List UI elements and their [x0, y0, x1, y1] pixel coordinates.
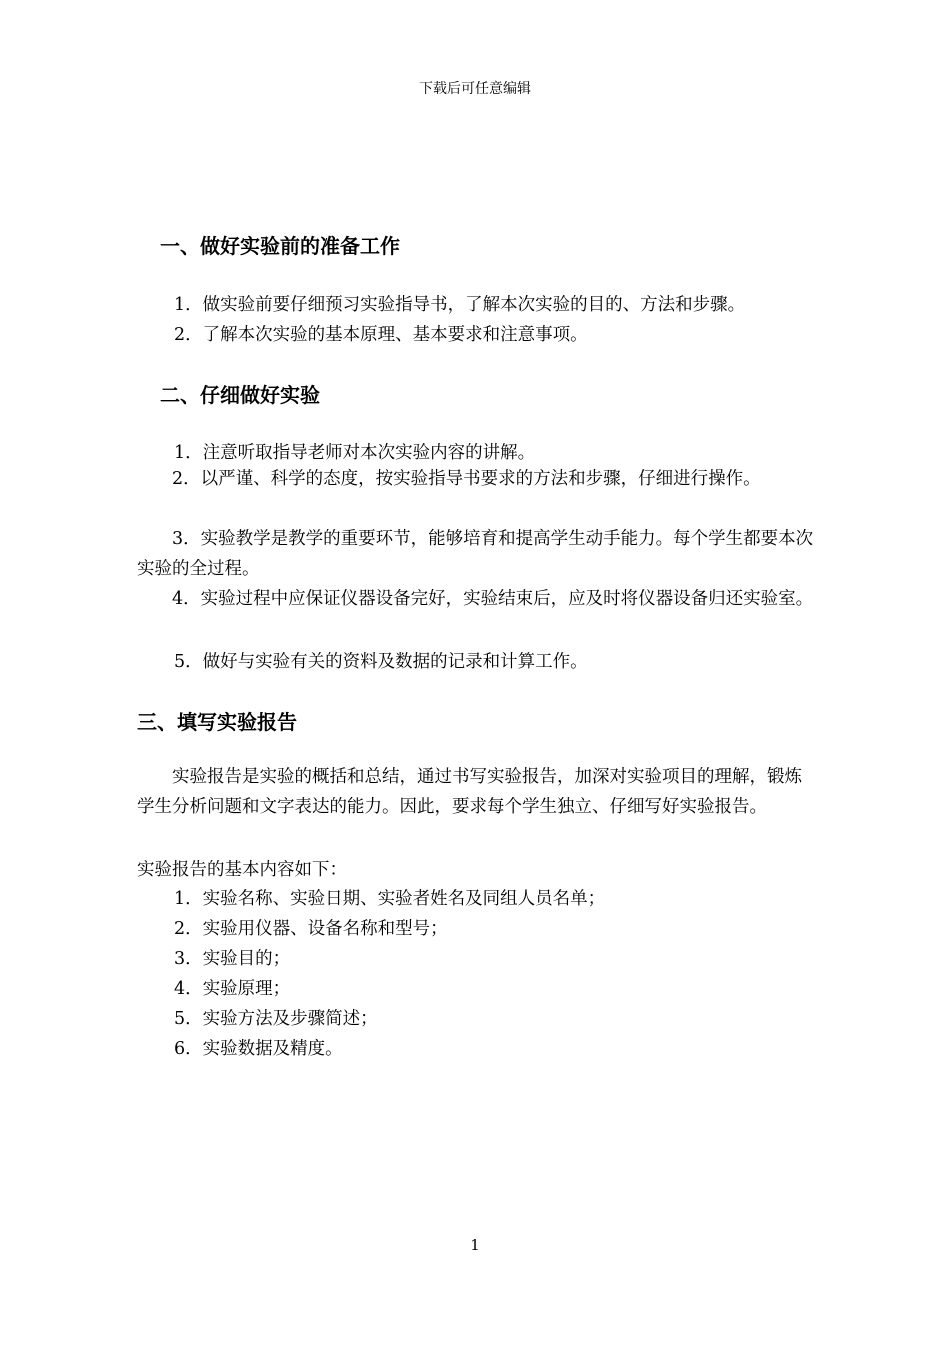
lead-text: 实验报告的基本内容如下：: [137, 860, 347, 880]
page-number: 1: [470, 1236, 480, 1254]
list-item: 1．注意听取指导老师对本次实验内容的讲解。: [174, 443, 536, 463]
list-item: 1．做实验前要仔细预习实验指导书，了解本次实验的目的、方法和步骤。: [174, 295, 746, 315]
list-item: 1．实验名称、实验日期、实验者姓名及同组人员名单；: [174, 889, 606, 909]
page-header: 下载后可任意编辑: [419, 81, 531, 97]
list-item-paragraph: 2．以严谨、科学的态度，按实验指导书要求的方法和步骤，仔细进行操作。: [172, 469, 761, 489]
list-item: 6．实验数据及精度。: [174, 1039, 343, 1059]
section-title: 三、填写实验报告: [137, 710, 297, 734]
section-title: 一、做好实验前的准备工作: [160, 234, 400, 258]
list-item: 2．实验用仪器、设备名称和型号；: [174, 919, 448, 939]
list-item: 5．做好与实验有关的资料及数据的记录和计算工作。: [174, 652, 588, 672]
list-item-paragraph: 4．实验过程中应保证仪器设备完好，实验结束后，应及时将仪器设备归还实验室。: [172, 589, 814, 609]
list-item: 5．实验方法及步骤简述；: [174, 1009, 378, 1029]
list-item-paragraph: 3．实验教学是教学的重要环节，能够培育和提高学生动手能力。每个学生都要本次实验的全过程。: [137, 529, 814, 579]
list-item: 2．了解本次实验的基本原理、基本要求和注意事项。: [174, 325, 588, 345]
intro-paragraph: 实验报告是实验的概括和总结，通过书写实验报告，加深对实验项目的理解，锻炼学生分析问题和文字表达的能力。因此，要求每个学生独立、仔细写好实验报告。: [137, 767, 802, 817]
list-item: 3．实验目的；: [174, 949, 291, 969]
list-item: 4．实验原理；: [174, 979, 291, 999]
section-title: 二、仔细做好实验: [160, 383, 320, 407]
